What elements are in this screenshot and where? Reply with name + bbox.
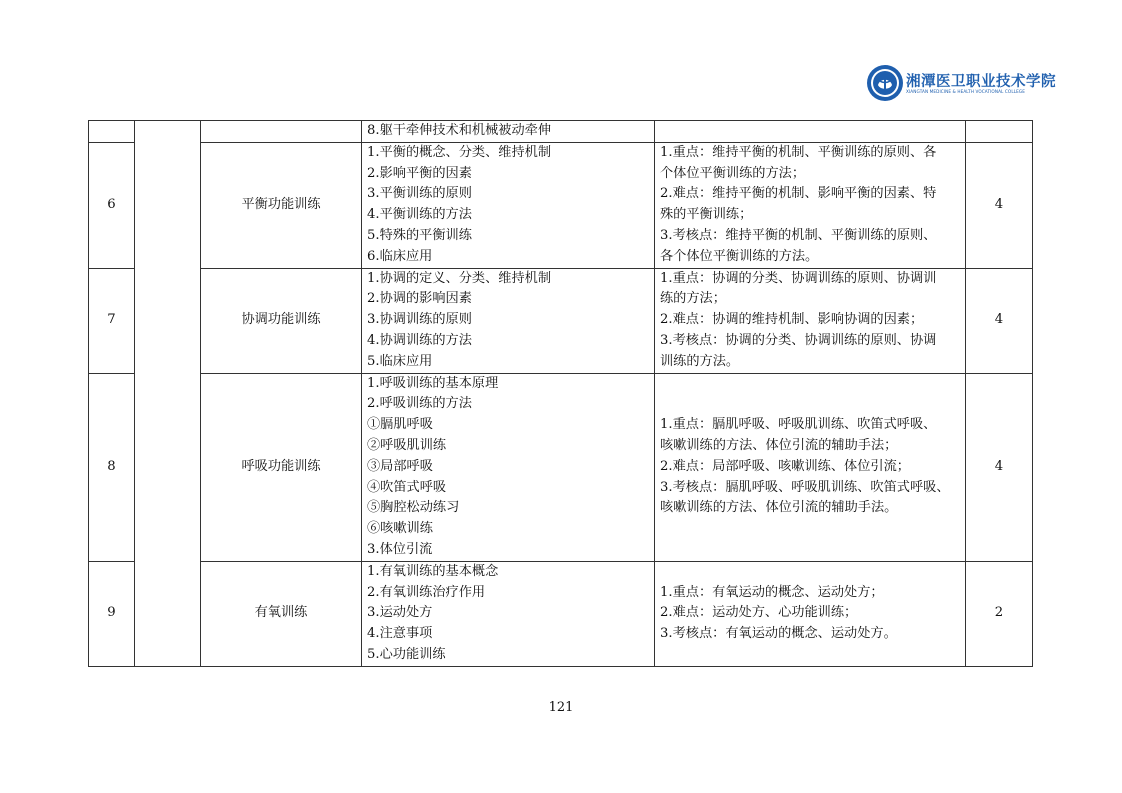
content-line: 1.协调的定义、分类、维持机制 <box>367 270 552 286</box>
cell-points <box>655 121 966 143</box>
cell-points <box>655 142 966 268</box>
college-name-cn: 湘潭医卫职业技术学院 <box>906 74 1056 90</box>
points-line: 2.难点：协调的维持机制、影响协调的因素； <box>660 312 924 328</box>
content-line: ③局部呼吸 <box>367 458 433 474</box>
content-line: 4.平衡训练的方法 <box>367 207 472 223</box>
cell-content <box>362 373 655 561</box>
content-line: 3.平衡训练的原则 <box>367 186 472 202</box>
cell-points <box>655 561 966 666</box>
cell-merged-column <box>135 121 201 667</box>
content-line: ④吹笛式呼吸 <box>367 479 447 495</box>
content-line: 2.有氧训练治疗作用 <box>367 584 486 600</box>
content-line: 1.呼吸训练的基本原理 <box>367 375 499 391</box>
content-line: 2.影响平衡的因素 <box>367 165 472 181</box>
content-line: 5.特殊的平衡训练 <box>367 227 472 243</box>
college-seal-icon <box>866 64 904 102</box>
points-line: 1.重点：维持平衡的机制、平衡训练的原则、各 <box>660 144 937 160</box>
cell-content <box>362 142 655 268</box>
content-line: 3.运动处方 <box>367 605 433 621</box>
content-line: ①膈肌呼吸 <box>367 417 433 433</box>
cell-no <box>89 121 135 143</box>
content-line: 2.呼吸训练的方法 <box>367 396 472 412</box>
content-line: ⑥咳嗽训练 <box>367 521 433 537</box>
cell-no: 9 <box>89 561 135 666</box>
college-logo <box>866 64 1056 106</box>
points-line: 殊的平衡训练； <box>660 207 753 223</box>
content-line: 8.躯干牵伸技术和机械被动牵伸 <box>367 123 552 138</box>
cell-content <box>362 268 655 373</box>
points-line: 个体位平衡训练的方法； <box>660 165 806 181</box>
table-row <box>89 561 1033 666</box>
points-line: 3.考核点：协调的分类、协调训练的原则、协调 <box>660 332 937 348</box>
points-line: 咳嗽训练的方法、体位引流的辅助手法； <box>660 437 898 453</box>
content-line: ⑤胸腔松动练习 <box>367 500 460 516</box>
table-row <box>89 268 1033 373</box>
cell-hours: 4 <box>966 142 1033 268</box>
page-number: 121 <box>548 700 574 715</box>
content-line: 6.临床应用 <box>367 248 433 264</box>
content-line: 4.注意事项 <box>367 626 433 642</box>
content-line: 5.临床应用 <box>367 353 433 369</box>
points-line: 1.重点：膈肌呼吸、呼吸肌训练、吹笛式呼吸、 <box>660 417 937 433</box>
content-line: 5.心功能训练 <box>367 646 446 662</box>
syllabus-table <box>88 120 1033 667</box>
content-line: 2.协调的影响因素 <box>367 291 472 307</box>
cell-topic: 平衡功能训练 <box>201 142 362 268</box>
cell-topic: 呼吸功能训练 <box>201 373 362 561</box>
cell-hours: 4 <box>966 373 1033 561</box>
cell-hours: 4 <box>966 268 1033 373</box>
table-row <box>89 142 1033 268</box>
points-line: 2.难点：维持平衡的机制、影响平衡的因素、特 <box>660 186 937 202</box>
points-line: 1.重点：协调的分类、协调训练的原则、协调训 <box>660 270 937 286</box>
cell-hours <box>966 121 1033 143</box>
cell-no: 6 <box>89 142 135 268</box>
points-line: 3.考核点：有氧运动的概念、运动处方。 <box>660 626 897 642</box>
content-line: 4.协调训练的方法 <box>367 332 472 348</box>
cell-topic: 协调功能训练 <box>201 268 362 373</box>
college-name-en: XIANGTAN MEDICINE & HEALTH VOCATIONAL COLLEGE <box>906 89 1026 94</box>
points-line: 2.难点：运动处方、心功能训练； <box>660 605 858 621</box>
points-line: 1.重点：有氧运动的概念、运动处方； <box>660 584 884 600</box>
points-line: 3.考核点：维持平衡的机制、平衡训练的原则、 <box>660 227 937 243</box>
content-line: ②呼吸肌训练 <box>367 437 447 453</box>
cell-points <box>655 268 966 373</box>
cell-hours: 2 <box>966 561 1033 666</box>
cell-topic <box>201 121 362 143</box>
content-line: 1.有氧训练的基本概念 <box>367 563 499 579</box>
cell-no: 8 <box>89 373 135 561</box>
table-row <box>89 373 1033 561</box>
points-line: 3.考核点：膈肌呼吸、呼吸肌训练、吹笛式呼吸、 <box>660 479 950 495</box>
content-line: 3.协调训练的原则 <box>367 312 472 328</box>
cell-points <box>655 373 966 561</box>
cell-content <box>362 121 655 143</box>
points-line: 训练的方法。 <box>660 353 740 369</box>
points-line: 2.难点：局部呼吸、咳嗽训练、体位引流； <box>660 458 910 474</box>
cell-content <box>362 561 655 666</box>
points-line: 练的方法； <box>660 291 726 307</box>
points-line: 各个体位平衡训练的方法。 <box>660 248 819 264</box>
table-row-continuation <box>89 121 1033 143</box>
content-line: 3.体位引流 <box>367 541 433 557</box>
points-line: 咳嗽训练的方法、体位引流的辅助手法。 <box>660 500 898 516</box>
cell-no: 7 <box>89 268 135 373</box>
content-line: 1.平衡的概念、分类、维持机制 <box>367 144 552 160</box>
cell-topic: 有氧训练 <box>201 561 362 666</box>
